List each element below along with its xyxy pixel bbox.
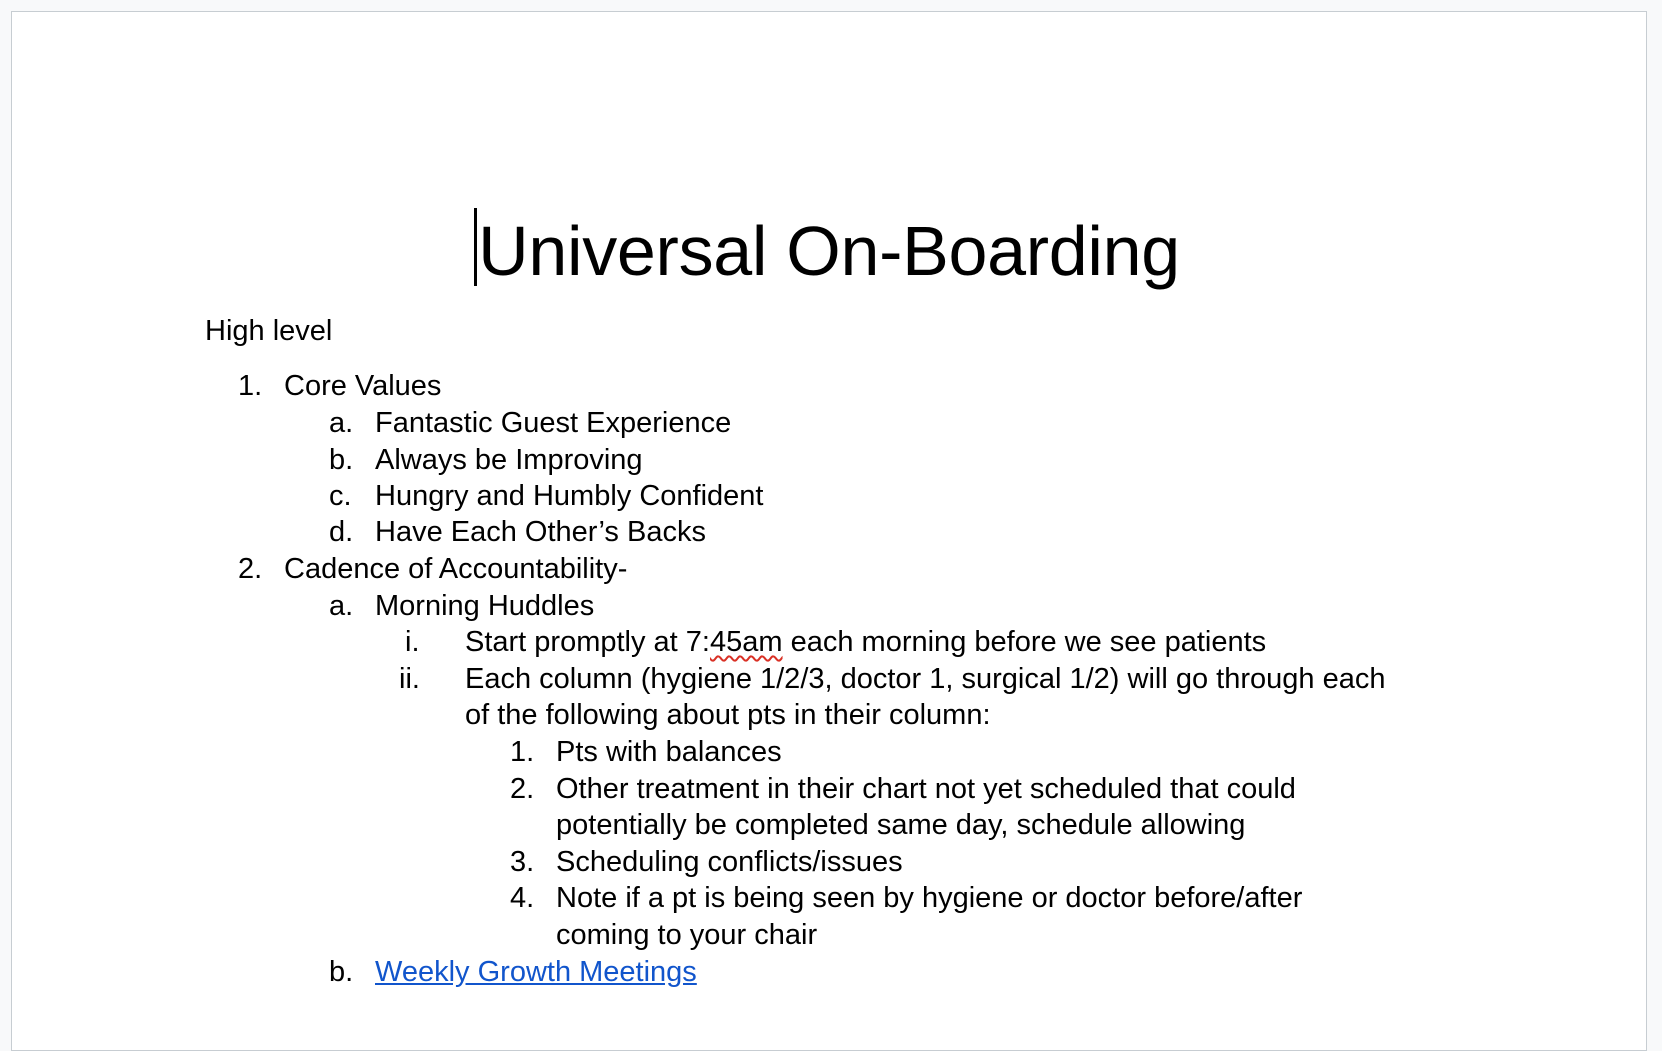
list-marker: 2. xyxy=(510,773,535,805)
list-item-start-promptly[interactable] xyxy=(465,623,1266,661)
list-item-hungry-and-humbly-confident[interactable]: Hungry and Humbly Confident xyxy=(375,480,764,512)
list-marker: d. xyxy=(329,516,354,548)
link-weekly-growth-meetings[interactable]: Weekly Growth Meetings xyxy=(375,956,697,988)
spellcheck-word[interactable]: 45am xyxy=(710,626,783,658)
title-text: Universal On-Boarding xyxy=(478,212,1180,290)
list-item-scheduling-conflicts[interactable]: Scheduling conflicts/issues xyxy=(556,846,903,878)
text-cursor xyxy=(474,208,477,286)
list-marker: a. xyxy=(329,590,354,622)
list-marker: 3. xyxy=(510,846,535,878)
list-marker: b. xyxy=(329,956,354,988)
list-marker: 1. xyxy=(510,736,535,768)
list-marker: c. xyxy=(329,480,352,512)
list-item-each-column-continued[interactable]: of the following about pts in their column: xyxy=(465,699,991,731)
list-item-fantastic-guest-experience[interactable]: Fantastic Guest Experience xyxy=(375,407,732,439)
list-item-pts-with-balances[interactable]: Pts with balances xyxy=(556,736,782,768)
list-marker: ii. xyxy=(399,663,420,695)
text-run: Start promptly at 7: xyxy=(465,626,710,658)
subtitle-high-level[interactable]: High level xyxy=(205,315,333,347)
document-page[interactable] xyxy=(11,11,1647,1051)
list-item-cadence-of-accountability[interactable]: Cadence of Accountability- xyxy=(284,553,628,585)
list-item-note-if-pt-continued[interactable]: coming to your chair xyxy=(556,919,818,951)
list-marker: b. xyxy=(329,444,354,476)
list-item-other-treatment[interactable]: Other treatment in their chart not yet scheduled that could xyxy=(556,773,1296,805)
list-marker: a. xyxy=(329,407,354,439)
list-item-note-if-pt[interactable]: Note if a pt is being seen by hygiene or doctor before/after xyxy=(556,882,1303,914)
list-marker: 1. xyxy=(238,370,263,402)
list-marker: 4. xyxy=(510,882,535,914)
list-item-have-each-others-backs[interactable]: Have Each Other’s Backs xyxy=(375,516,706,548)
list-item-morning-huddles[interactable]: Morning Huddles xyxy=(375,590,595,622)
list-item-core-values[interactable]: Core Values xyxy=(284,370,442,402)
list-marker: 2. xyxy=(238,553,263,585)
text-run: each morning before we see patients xyxy=(782,626,1267,658)
list-item-each-column[interactable]: Each column (hygiene 1/2/3, doctor 1, surgical 1/2) will go through each xyxy=(465,663,1386,695)
document-title[interactable] xyxy=(12,208,1646,294)
list-item-always-be-improving[interactable]: Always be Improving xyxy=(375,444,643,476)
list-item-other-treatment-continued[interactable]: potentially be completed same day, schedule allowing xyxy=(556,809,1246,841)
list-marker: i. xyxy=(405,626,420,658)
